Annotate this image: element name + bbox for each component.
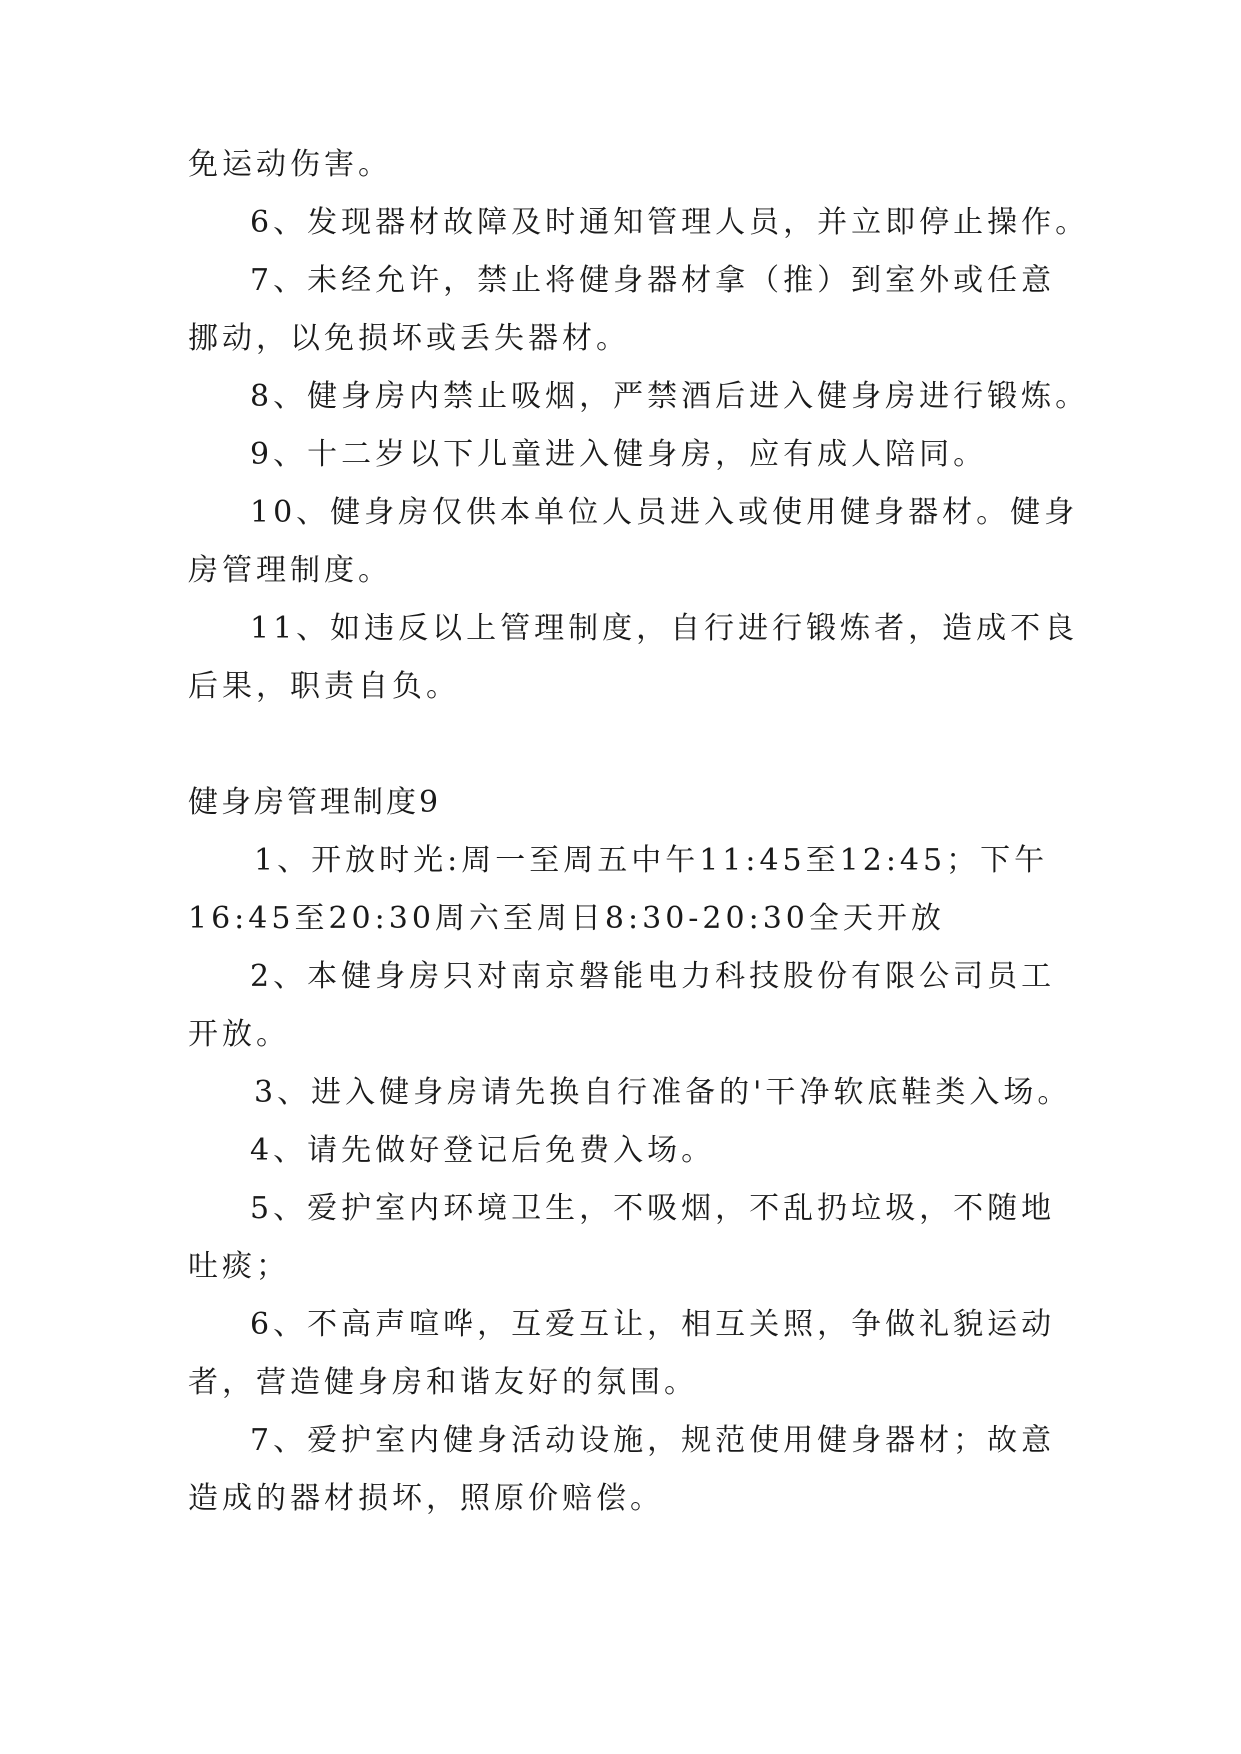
paragraph-line: 造成的器材损坏，照原价赔偿。 [188,1481,664,1516]
list-item-10: 10、健身房仅供本单位人员进入或使用健身器材。健身 [250,495,1079,530]
list-item-11: 11、如违反以上管理制度，自行进行锻炼者，造成不良 [250,611,1079,646]
list-item-6: 6、发现器材故障及时通知管理人员，并立即停止操作。 [250,205,1090,240]
list-item-8: 8、健身房内禁止吸烟，严禁酒后进入健身房进行锻炼。 [250,379,1090,414]
list-item-3: 3、进入健身房请先换自行准备的'干净软底鞋类入场。 [254,1075,1072,1110]
list-item-2: 2、本健身房只对南京磐能电力科技股份有限公司员工 [250,959,1056,994]
list-item-4: 4、请先做好登记后免费入场。 [250,1133,716,1168]
paragraph-line: 开放。 [188,1017,290,1052]
list-item-5: 5、爱护室内环境卫生，不吸烟，不乱扔垃圾，不随地 [250,1191,1056,1226]
list-item-7: 7、爱护室内健身活动设施，规范使用健身器材；故意 [250,1423,1056,1458]
paragraph-line: 免运动伤害。 [188,147,392,182]
paragraph-line: 房管理制度。 [188,553,392,588]
paragraph-line: 后果，职责自负。 [188,669,460,704]
section-title: 健身房管理制度9 [188,785,442,820]
list-item-6: 6、不高声喧哗，互爱互让，相互关照，争做礼貌运动 [250,1307,1056,1342]
list-item-1: 1、开放时光:周一至周五中午11:45至12:45；下午 [254,843,1049,878]
list-item-9: 9、十二岁以下儿童进入健身房，应有成人陪同。 [250,437,988,472]
paragraph-line: 者，营造健身房和谐友好的氛围。 [188,1365,698,1400]
list-item-7: 7、未经允许，禁止将健身器材拿（推）到室外或任意 [250,263,1056,298]
paragraph-line: 挪动，以免损坏或丢失器材。 [188,321,630,356]
paragraph-line: 16:45至20:30周六至周日8:30-20:30全天开放 [188,901,945,936]
paragraph-line: 吐痰； [188,1249,290,1284]
